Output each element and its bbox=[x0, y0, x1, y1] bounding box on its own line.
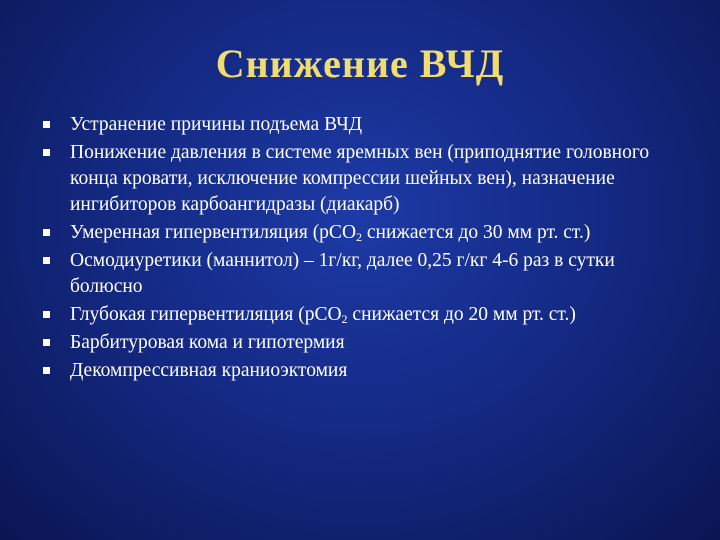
bullet-text: Понижение давления в системе яремных вен (приподнятие головного конца кровати, исключение компрессии шейных вен), назначение ингибиторов карбоангидразы (диакарб) bbox=[70, 142, 650, 215]
bullet-text: Барбитуровая кома и гипотермия bbox=[70, 332, 345, 353]
square-bullet-icon bbox=[43, 257, 50, 264]
bullet-item bbox=[40, 112, 690, 138]
square-bullet-icon bbox=[43, 339, 50, 346]
bullet-text: Глубокая гипервентиляция (рСО$_2$ снижается до 20 мм рт. ст.) bbox=[70, 304, 576, 326]
bullet-text: Умеренная гипервентиляция (рСО$_2$ снижается до 30 мм рт. ст.) bbox=[70, 222, 591, 244]
slide-title: Снижение ВЧД bbox=[215, 41, 505, 86]
bullet-list bbox=[40, 112, 690, 386]
bullet-text: Декомпрессивная краниоэктомия bbox=[70, 360, 348, 381]
bullet-item bbox=[40, 358, 690, 384]
square-bullet-icon bbox=[43, 121, 50, 128]
square-bullet-icon bbox=[43, 367, 50, 374]
square-bullet-icon bbox=[43, 229, 50, 236]
bullet-item bbox=[40, 330, 690, 356]
bullet-item bbox=[40, 220, 690, 246]
bullet-item bbox=[40, 248, 690, 300]
bullet-text: Осмодиуретики (маннитол) – 1г/кг, далее 0,25 г/кг 4-6 раз в сутки болюсно bbox=[70, 250, 615, 297]
square-bullet-icon bbox=[43, 311, 50, 318]
bullet-item bbox=[40, 302, 690, 328]
bullet-item bbox=[40, 140, 690, 218]
bullet-text: Устранение причины подъема ВЧД bbox=[70, 114, 363, 135]
square-bullet-icon bbox=[43, 149, 50, 156]
